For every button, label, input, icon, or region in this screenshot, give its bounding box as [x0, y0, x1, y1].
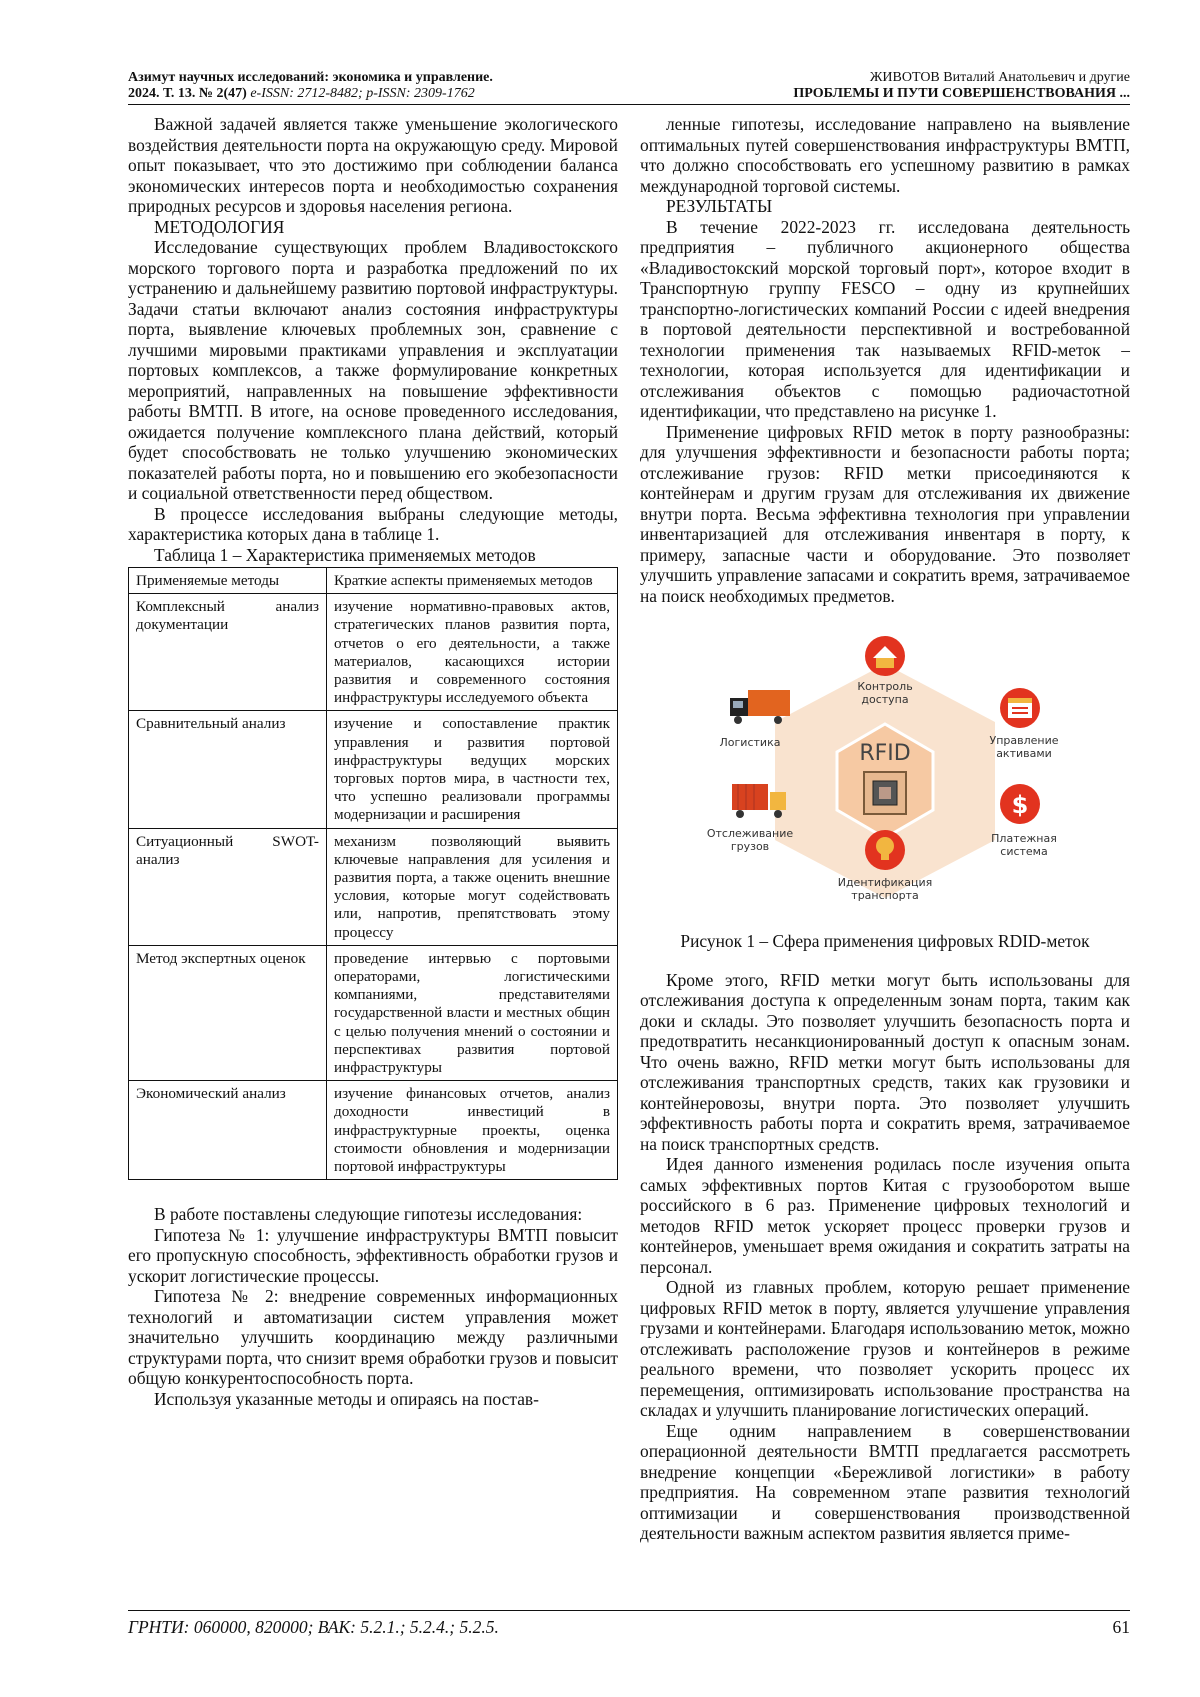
label-access-1: Контроль: [857, 680, 913, 693]
table-row: [129, 1081, 618, 1180]
paragraph: В работе поставлены следующие гипотезы исследования:: [154, 1204, 583, 1225]
center-label: RFID: [859, 741, 911, 766]
label-ident-2: транспорта: [851, 889, 919, 902]
classification-codes: ГРНТИ: 060000, 820000; ВАК: 5.2.1.; 5.2.4.; 5.2.5.: [128, 1617, 499, 1637]
label-ident-1: Идентификация: [837, 876, 933, 889]
paragraph: В процессе исследования выбраны следующие методы, характеристика которых дана в таблице 1.: [128, 503, 618, 544]
page-footer: [128, 1610, 1130, 1638]
svg-text:$: $: [1011, 791, 1029, 819]
access-control-icon: [865, 636, 905, 676]
label-payment-2: система: [1000, 845, 1048, 858]
label-assets-2: активами: [996, 747, 1052, 760]
vehicle-identification-icon: [865, 830, 905, 870]
journal-info: [128, 70, 493, 102]
table-cell-method: Метод экспертных оценок: [129, 945, 327, 1080]
paragraph: Гипотеза № 2: внедрение современных информационных технологий и автоматизации систем управления может значительно улучшить координацию между различными структурами порта, что снизит время обработки грузов и повысит общую конкурентоспособность порта.: [128, 1286, 618, 1389]
paragraph: Гипотеза № 1: улучшение инфраструктуры ВМТП повысит его пропускную способность, эффективность обработки грузов и ускорит логистические процессы.: [128, 1224, 618, 1286]
paragraph: Исследование существующих проблем Владивостокского морского торгового порта и разработка предложений по их устранению и дальнейшему развитию портовой инфраструктуры. Задачи статьи включают анализ состояния инфраструктуры порта, выявление ключевых проблемных зон, сравнение с лучшими мировыми практиками управления и эксплуатации портовых комплексов, а также формулирование конкретных мероприятий, направленных на повышение эффективности работы ВМТП. В итоге, на основе проведенного исследования, ожидается получение комплексного плана действий, который будет способствовать не только улучшению экономических показателей работы порта, но и повышению его экобезопасности и социальной ответственности перед обществом.: [128, 237, 618, 503]
left-column: [128, 114, 618, 1409]
methods-table: [128, 567, 618, 1180]
table-cell-method: Экономический анализ: [129, 1081, 327, 1180]
article-authors: ЖИВОТОВ Виталий Анатольевич и другие: [869, 70, 1130, 85]
table-cell-method: Сравнительный анализ: [129, 711, 327, 828]
label-cargo-1: Отслеживание: [706, 827, 794, 840]
journal-issn: e-ISSN: 2712-8482; p-ISSN: 2309-1762: [250, 86, 475, 101]
table-row: [129, 828, 618, 945]
payment-icon: [1000, 784, 1040, 824]
paragraph: Применение цифровых RFID меток в порту разнообразны: для улучшения эффективности и безопасности работы порта; отслеживание грузов: RFID метки присоединяются к контейнерам и другим грузам для отслеживания их движение внутри порта. Весьма эффективна технология при управлении инвентаризацией для отслеживания инвентаря в порту, к примеру, запасные части и оборудование. Это позволяет улучшить управление запасами и сократить время, затрачиваемое на поиск необходимых предметов.: [640, 421, 1130, 606]
logistics-truck-icon: [730, 690, 790, 724]
label-assets-1: Управление: [989, 734, 1059, 747]
table-cell-desc: изучение и сопоставление практик управления и развития портовой инфраструктуры ведущих морских торговых портов мира, в частности тех, что успешно реализовали программы модернизации и расширения: [327, 711, 618, 828]
paragraph: В течение 2022-2023 гг. исследована деятельность предприятия – публичного акционерного общества «Владивостокский морской торговый порт», которое входит в Транспортную группу FESCO – одну из крупнейших транспортно-логистических компаний России с идеей внедрения в портовой деятельности перспективной и востребованной технологии применения так называемых RFID-меток – технологии, которая используется для идентификации и отслеживания объектов с помощью радиочастотной идентификации, что представлено на рисунке 1.: [640, 216, 1130, 421]
article-info: [793, 70, 1130, 102]
table-row: [129, 945, 618, 1080]
table-cell-method: Комплексный анализ документации: [129, 594, 327, 711]
journal-issue: 2024. Т. 13. № 2(47): [128, 86, 247, 101]
header-rule: [128, 104, 1130, 105]
journal-name: Азимут научных исследований: экономика и управление.: [128, 70, 493, 85]
table-row: [129, 594, 618, 711]
paragraph: ленные гипотезы, исследование направлено на выявление оптимальных путей совершенствования инфраструктуры ВМТП, что должно способствовать его успешному развитию в рамках международной торговой системы.: [640, 114, 1130, 196]
rfid-diagram: [640, 632, 1130, 927]
label-cargo-2: грузов: [730, 840, 770, 853]
paragraph: Идея данного изменения родилась после изучения опыта самых эффективных портов Китая с грузооборотом выше российского в 6 раз. Применение цифровых технологий и методов RFID меток ускоряет процесс проверки грузов и контейнеров, уменьшает время ожидания и сократить затраты на персонал.: [640, 1154, 1130, 1277]
figure-caption: Рисунок 1 – Сфера применения цифровых RDID-меток: [680, 931, 1090, 951]
section-heading-results: РЕЗУЛЬТАТЫ: [666, 196, 773, 216]
table-cell-desc: изучение нормативно-правовых актов, стратегических планов развития порта, отчетов о его деятельности, а также материалов, касающихся истории развития и современного состояния инфраструктуры исследуемого объекта: [327, 594, 618, 711]
label-payment-1: Платежная: [991, 832, 1057, 845]
article-title: ПРОБЛЕМЫ И ПУТИ СОВЕРШЕНСТВОВАНИЯ ...: [793, 86, 1130, 101]
table-row: [129, 711, 618, 828]
paragraph: Кроме этого, RFID метки могут быть использованы для отслеживания доступа к определенным зонам порта, таким как доки и склады. Это позволяет улучшить безопасность порта и предотвратить несанкционированный доступ к опасным зонам. Что очень важно, RFID метки могут быть использованы для отслеживания транспортных средств, таких как грузовики и контейнеровозы, внутри порта. Это позволяет улучшить эффективность работы порта и сократить время, затрачиваемое на поиск транспортных средств.: [640, 969, 1130, 1154]
table-cell-method: Ситуационный SWOT-анализ: [129, 828, 327, 945]
paragraph: Важной задачей является также уменьшение экологического воздействия деятельности порта на окружающую среду. Мировой опыт показывает, что это достижимо при соблюдении баланса экономических интересов порта и необходимостью сохранения природных ресурсов и здоровья населения региона.: [128, 114, 618, 216]
rfid-chip-icon: [864, 772, 906, 814]
table-cell-desc: изучение финансовых отчетов, анализ доходности инвестиций в инфраструктурные проекты, оценка стоимости обновления и модернизации портовой инфраструктуры: [327, 1081, 618, 1180]
table-header-row: [129, 568, 618, 594]
paragraph: Одной из главных проблем, которую решает применение цифровых RFID меток в порту, является улучшение управления грузами и контейнерами. Благодаря использованию меток, можно отслеживать расположение грузов и контейнеров в режиме реального времени, что позволяет ускорить процесс их перемещения, оптимизировать использование пространства на складах и улучшить планирование логистических операций.: [640, 1277, 1130, 1420]
paragraph: Используя указанные методы и опираясь на постав-: [154, 1388, 539, 1409]
rfid-figure: [640, 632, 1130, 927]
table-caption: Таблица 1 – Характеристика применяемых методов: [154, 544, 536, 565]
right-column: [640, 114, 1130, 1544]
asset-management-icon: [1000, 688, 1040, 728]
page-number: 61: [1112, 1617, 1130, 1637]
label-logistics: Логистика: [719, 736, 781, 749]
table-header-cell: Краткие аспекты применяемых методов: [327, 568, 618, 594]
table-cell-desc: проведение интервью с портовыми операторами, логистическими компаниями, представителями государственной власти и местных общин с целью получения мнений о состоянии и перспективах развития портовой инфраструктуры: [327, 945, 618, 1080]
table-cell-desc: механизм позволяющий выявить ключевые направления для усиления и развития порта, а также оценить внешние условия, которые могут содействовать или, напротив, препятствовать этому процессу: [327, 828, 618, 945]
label-access-2: доступа: [861, 693, 909, 706]
paragraph: Еще одним направлением в совершенствовании операционной деятельности ВМТП предлагается рассмотреть внедрение концепции «Бережливой логистики» в работу предприятия. На современном этапе развития технологий оптимизации и совершенствования производственной деятельности важным аспектом развития является приме-: [640, 1420, 1130, 1543]
page-header: [128, 70, 1130, 104]
table-header-cell: Применяемые методы: [129, 568, 327, 594]
section-heading-methodology: МЕТОДОЛОГИЯ: [154, 216, 285, 237]
